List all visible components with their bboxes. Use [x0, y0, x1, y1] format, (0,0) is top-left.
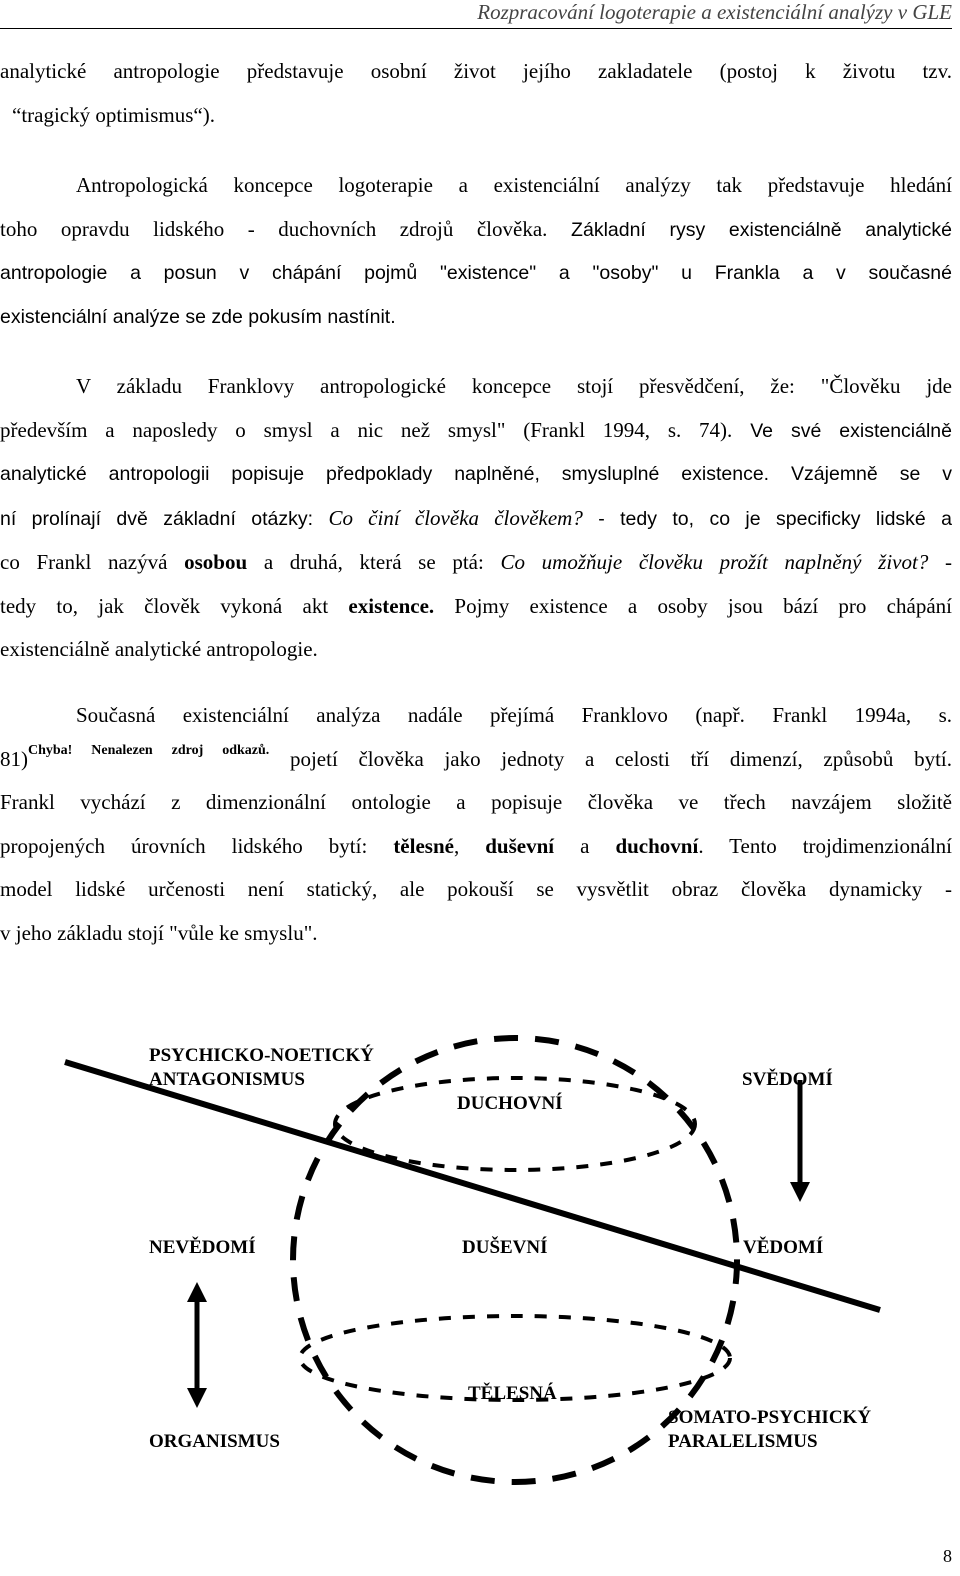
- label-line: SOMATO-PSYCHICKÝ: [668, 1407, 872, 1428]
- text-span: Vzájemně se v: [769, 463, 952, 485]
- text-span: 81): [0, 746, 28, 771]
- bold-term: duchovní: [615, 833, 699, 858]
- label-line: ANTAGONISMUS: [149, 1069, 305, 1090]
- text-line: analytické antropologie představuje osobní život jejího zakladatele (postoj k životu tzv.: [0, 59, 952, 83]
- body-text: [0, 50, 952, 137]
- label-organismus: ORGANISMUS: [149, 1431, 280, 1452]
- text-line: existenciální analýze se zde pokusím nastínit.: [0, 305, 396, 328]
- text-span: . Tento trojdimenzionální: [698, 833, 953, 858]
- text-span: tedy to, jak člověk vykoná akt: [0, 593, 349, 618]
- label-duchovni: DUCHOVNÍ: [457, 1093, 563, 1114]
- text-line: V základu Franklovy antropologické koncepce stojí přesvědčení, že: "Člověku jde: [76, 374, 952, 398]
- label-psycho-noetic: [149, 1044, 374, 1092]
- text-line: Frankl vychází z dimenzionální ontologie a popisuje člověka ve třech navzájem složitě: [0, 790, 952, 814]
- label-telesna: TĚLESNÁ: [468, 1383, 557, 1404]
- bold-term: existence.: [348, 593, 435, 618]
- text-span: Základní rysy existenciálně analytické: [547, 218, 953, 241]
- text-line: model lidské určenosti není statický, ale pokouší se vysvětlit obraz člověka dynamicky -: [0, 877, 952, 901]
- paragraph-3: [0, 694, 952, 955]
- text-line: [0, 585, 952, 629]
- text-span: a druhá, která se ptá:: [247, 550, 501, 574]
- text-span: Ve své existenciálně: [732, 419, 953, 442]
- label-nevedomi: NEVĚDOMÍ: [149, 1237, 256, 1258]
- text-span: propojených úrovních lidského bytí:: [0, 833, 394, 858]
- label-somato-psychic: [668, 1406, 871, 1454]
- text-line: [0, 825, 952, 869]
- text-span: toho opravdu lidského - duchovních zdrojů člověka.: [0, 216, 548, 241]
- running-title: Rozpracování logoterapie a existenciální analýzy v GLE: [477, 0, 952, 24]
- page-number: 8: [943, 1546, 952, 1566]
- paragraph-0: [0, 50, 952, 137]
- dimension-diagram: [0, 1020, 960, 1500]
- text-line: [0, 738, 952, 782]
- text-span: především a naposledy o smysl a nic než smysl" (Frankl 1994, s. 74).: [0, 417, 733, 442]
- text-line: [0, 208, 952, 253]
- text-span: co Frankl nazývá: [0, 550, 185, 574]
- text-line: [0, 409, 952, 454]
- bold-term: osobou: [184, 550, 248, 574]
- text-line: v jeho základu stojí "vůle ke smyslu".: [0, 920, 318, 945]
- text-line: existenciálně analytické antropologie.: [0, 637, 318, 661]
- text-line: [0, 497, 952, 542]
- text-span: a: [554, 833, 616, 858]
- text-span: -: [928, 550, 952, 574]
- running-header: [0, 0, 952, 29]
- italic-question: Co umožňuje člověku prožít naplněný život?: [500, 550, 929, 574]
- label-svedomi: SVĚDOMÍ: [742, 1069, 833, 1090]
- paragraph-1: [0, 164, 952, 339]
- bold-term: duševní: [485, 833, 555, 858]
- label-vedomi: VĚDOMÍ: [743, 1237, 824, 1258]
- body-text: [0, 365, 952, 672]
- label-line: PARALELISMUS: [668, 1431, 818, 1452]
- text-line: Současná existenciální analýza nadále přejímá Franklovo (např. Frankl 1994a, s.: [76, 703, 952, 727]
- bold-term: tělesné: [393, 833, 454, 858]
- text-line: [0, 453, 952, 497]
- italic-question: Co činí člověka člověkem?: [328, 505, 583, 530]
- text-span: ,: [453, 833, 486, 858]
- text-span: ní prolínají dvě základní otázky:: [0, 507, 329, 530]
- text-span: Pojmy existence a osoby jsou bází pro chápání: [434, 593, 952, 618]
- text-line: “tragický optimismus“).: [12, 102, 215, 127]
- label-line: PSYCHICKO-NOETICKÝ: [149, 1045, 374, 1066]
- text-span: pojetí člověka jako jednoty a celosti tří dimenzí, způsobů bytí.: [269, 746, 953, 771]
- body-text: [0, 164, 952, 339]
- paragraph-2: [0, 365, 952, 672]
- label-dusevni: DUŠEVNÍ: [462, 1237, 548, 1258]
- text-line: Antropologická koncepce logoterapie a existenciální analýzy tak představuje hledání: [76, 173, 952, 197]
- text-line: [0, 541, 952, 585]
- text-line: antropologie a posun v chápání pojmů "existence" a "osoby" u Frankla a v současné: [0, 262, 952, 284]
- body-text: [0, 694, 952, 955]
- text-span: analytické antropologii popisuje předpoklady naplněné, smysluplné existence.: [0, 463, 770, 485]
- reference-error: Chyba! Nenalezen zdroj odkazů.: [28, 742, 270, 758]
- text-span: - tedy to, co je specificky lidské a: [582, 507, 953, 530]
